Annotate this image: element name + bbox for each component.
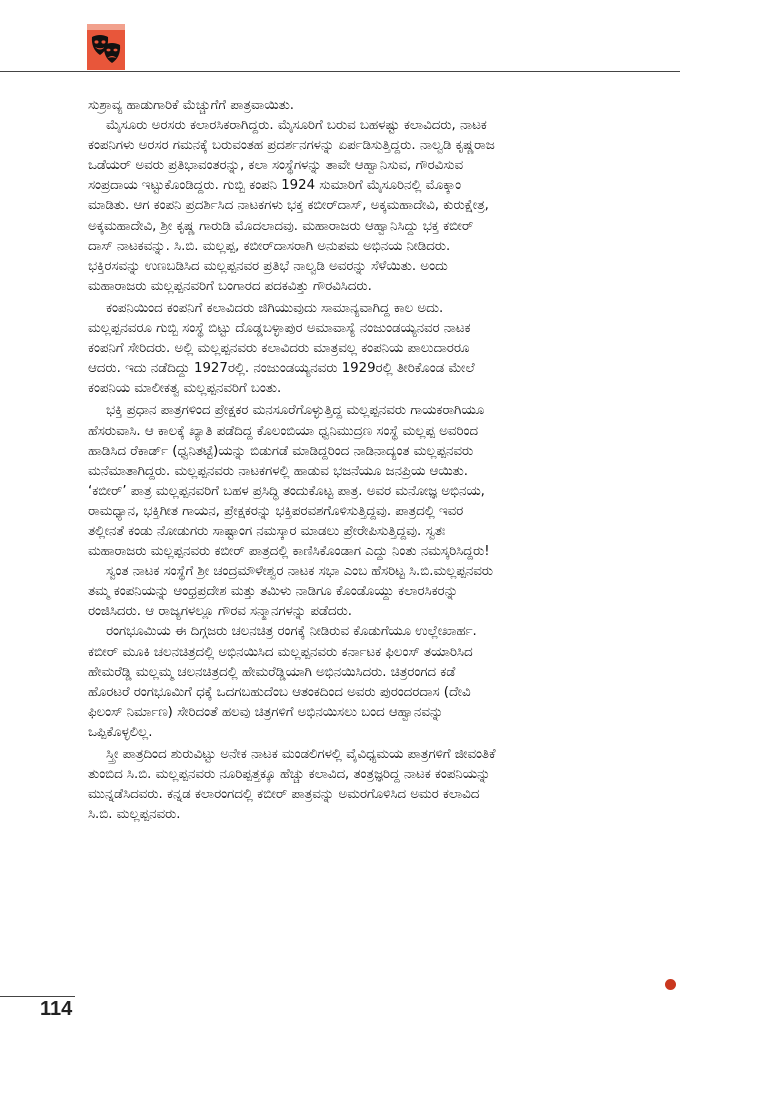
paragraph xyxy=(88,622,678,743)
text-line: ಕಬೀರ್ ಮೂಕಿ ಚಲನಚಿತ್ರದಲ್ಲಿ ಅಭಿನಯಿಸಿದ ಮಲ್ಲಪ್ಪನವರು ಕರ್ನಾಟಕ ಫಿಲಂಸ್ ತಯಾರಿಸಿದ xyxy=(88,644,473,660)
text-line: ಸಿ.ಬಿ. ಮಲ್ಲಪ್ಪನವರು. xyxy=(88,807,181,823)
end-bullet-icon xyxy=(665,979,676,990)
header-rule xyxy=(0,71,680,72)
paragraph xyxy=(88,562,678,622)
text-line: ಮಹಾರಾಜರು ಮಲ್ಲಪ್ಪನವರಿಗೆ ಬಂಗಾರದ ಪದಕವಿತ್ತು ಗೌರವಿಸಿದರು. xyxy=(88,278,372,294)
text-line: ಭಕ್ತಿರಸವನ್ನು ಉಣಬಡಿಸಿದ ಮಲ್ಲಪ್ಪನವರ ಪ್ರತಿಭೆ ನಾಲ್ವಡಿ ಅವರನ್ನು ಸೆಳೆಯಿತು. ಅಂದು xyxy=(88,258,448,274)
text-line: ಸುಶ್ರಾವ್ಯ ಹಾಡುಗಾರಿಕೆ ಮೆಚ್ಚುಗೆಗೆ ಪಾತ್ರವಾಯಿತು. xyxy=(88,98,295,113)
text-line: ರಾಮಧ್ಯಾನ, ಭಕ್ತಿಗೀತ ಗಾಯನ, ಪ್ರೇಕ್ಷಕರನ್ನು ಭಕ್ತಿಪರವಶಗೊಳಿಸುತ್ತಿದ್ದವು. ಪಾತ್ರದಲ್ಲಿ ಇವರ xyxy=(88,503,464,519)
text-line: ಸ್ತ್ರೀ ಪಾತ್ರದಿಂದ ಶುರುವಿಟ್ಟು ಅನೇಕ ನಾಟಕ ಮಂಡಲಿಗಳಲ್ಲಿ ವೈವಿಧ್ಯಮಯ ಪಾತ್ರಗಳಿಗೆ ಜೀವಂತಿಕೆ xyxy=(106,747,496,762)
text-line: ಕಂಪನಿಗೆ ಸೇರಿದರು. ಅಲ್ಲಿ ಮಲ್ಲಪ್ಪನವರು ಕಲಾವಿದರು ಮಾತ್ರವಲ್ಲ ಕಂಪನಿಯ ಪಾಲುದಾರರೂ xyxy=(88,341,470,357)
text-line: ಸ್ವಂತ ನಾಟಕ ಸಂಸ್ಥೆಗೆ ಶ್ರೀ ಚಂದ್ರಮೌಳೇಶ್ವರ ನಾಟಕ ಸಭಾ ಎಂಬ ಹೆಸರಿಟ್ಟ ಸಿ.ಬಿ.ಮಲ್ಲಪ್ಪನವರು xyxy=(106,564,494,580)
masks-drawing xyxy=(90,33,122,67)
text-line: ಆದರು. ಇದು ನಡೆದಿದ್ದು 1927ರಲ್ಲಿ. ನಂಜುಂಡಯ್ಯನವರು 1929ರಲ್ಲಿ ತೀರಿಕೊಂಡ ಮೇಲೆ xyxy=(88,361,475,377)
footer-rule xyxy=(0,996,75,997)
paragraph xyxy=(88,299,678,399)
theatre-masks-icon xyxy=(87,24,125,70)
text-line: ಹಾಡಿಸಿದ ರೆಕಾರ್ಡ್ (ಧ್ವನಿತಟ್ಟೆ)ಯನ್ನು ಬಿಡುಗಡೆ ಮಾಡಿದ್ದರಿಂದ ನಾಡಿನಾದ್ಯಂತ ಮಲ್ಲಪ್ಪನವರು xyxy=(88,443,474,459)
text-line: ದಾಸ್ ನಾಟಕವನ್ನು. ಸಿ.ಬಿ. ಮಲ್ಲಪ್ಪ, ಕಬೀರ್‌ದಾಸರಾಗಿ ಅನುಪಮ ಅಭಿನಯ ನೀಡಿದರು. xyxy=(88,238,451,254)
text-line: ಕಂಪನಿಗಳು ಅರಸರ ಗಮನಕ್ಕೆ ಬರುವಂತಹ ಪ್ರದರ್ಶನಗಳನ್ನು ಏರ್ಪಡಿಸುತ್ತಿದ್ದರು. ನಾಲ್ವಡಿ ಕೃಷ್ಣರಾಜ xyxy=(88,138,495,154)
text-line: ಹೆಸರುವಾಸಿ. ಆ ಕಾಲಕ್ಕೆ ಖ್ಯಾತಿ ಪಡೆದಿದ್ದ ಕೊಲಂಬಿಯಾ ಧ್ವನಿಮುದ್ರಣ ಸಂಸ್ಥೆ ಮಲ್ಲಪ್ಪ ಅವರಿಂದ xyxy=(88,423,478,439)
text-line: ಕಂಪನಿಯಿಂದ ಕಂಪನಿಗೆ ಕಲಾವಿದರು ಜಿಗಿಯುವುದು ಸಾಮಾನ್ಯವಾಗಿದ್ದ ಕಾಲ ಅದು. xyxy=(106,300,444,316)
paragraph xyxy=(88,96,678,116)
text-line: ‘ಕಬೀರ್’ ಪಾತ್ರ ಮಲ್ಲಪ್ಪನವರಿಗೆ ಬಹಳ ಪ್ರಸಿದ್ಧಿ ತಂದುಕೊಟ್ಟ ಪಾತ್ರ. ಅವರ ಮನೋಜ್ಞ ಅಭಿನಯ, xyxy=(88,483,485,499)
text-line: ಹೊರಟರೆ ರಂಗಭೂಮಿಗೆ ಧಕ್ಕೆ ಒದಗಬಹುದೆಂಬ ಆತಂಕದಿಂದ ಅವರು ಪುರಂದರದಾಸ (ದೇವಿ xyxy=(88,684,471,700)
paragraph xyxy=(88,401,678,562)
text-line: ರಂಜಿಸಿದರು. ಆ ರಾಜ್ಯಗಳಲ್ಲೂ ಗೌರವ ಸನ್ಮಾನಗಳನ್ನು ಪಡೆದರು. xyxy=(88,604,352,620)
text-line: ಮನೆಮಾತಾಗಿದ್ದರು. ಮಲ್ಲಪ್ಪನವರು ನಾಟಕಗಳಲ್ಲಿ ಹಾಡುವ ಭಜನೆಯೂ ಜನಪ್ರಿಯ ಆಯಿತು. xyxy=(88,463,468,479)
text-line: ಸಂಪ್ರದಾಯ ಇಟ್ಟುಕೊಂಡಿದ್ದರು. ಗುಬ್ಬಿ ಕಂಪನಿ 1924 ಸುಮಾರಿಗೆ ಮೈಸೂರಿನಲ್ಲಿ ಮೊಕ್ಕಾಂ xyxy=(88,178,462,194)
article-body xyxy=(88,96,678,825)
paragraph xyxy=(88,116,678,297)
text-line: ಒಡೆಯರ್ ಅವರು ಪ್ರತಿಭಾವಂತರನ್ನು, ಕಲಾ ಸಂಸ್ಥೆಗಳನ್ನು ತಾವೇ ಆಹ್ವಾನಿಸುವ, ಗೌರವಿಸುವ xyxy=(88,158,464,174)
text-line: ಮೈಸೂರು ಅರಸರು ಕಲಾರಸಿಕರಾಗಿದ್ದರು. ಮೈಸೂರಿಗೆ ಬರುವ ಬಹಳಷ್ಟು ಕಲಾವಿದರು, ನಾಟಕ xyxy=(106,118,487,134)
text-line: ಒಪ್ಪಿಕೊಳ್ಳಲಿಲ್ಲ. xyxy=(88,724,153,740)
text-line: ತಮ್ಮ ಕಂಪನಿಯನ್ನು ಆಂಧ್ರಪ್ರದೇಶ ಮತ್ತು ತಮಿಳು ನಾಡಿಗೂ ಕೊಂಡೊಯ್ದು ಕಲಾರಸಿಕರನ್ನು xyxy=(88,584,458,600)
text-line: ಫಿಲಂಸ್ ನಿರ್ಮಾಣ) ಸೇರಿದಂತೆ ಹಲವು ಚಿತ್ರಗಳಿಗೆ ಅಭಿನಯಿಸಲು ಬಂದ ಆಹ್ವಾನವನ್ನು xyxy=(88,704,444,720)
text-line: ಮಲ್ಲಪ್ಪನವರೂ ಗುಬ್ಬಿ ಸಂಸ್ಥೆ ಬಿಟ್ಟು ದೊಡ್ಡಬಳ್ಳಾಪುರ ಅಮಾವಾಸ್ಯೆ ನಂಜುಂಡಯ್ಯನವರ ನಾಟಕ xyxy=(88,321,471,337)
logo-band xyxy=(87,24,125,30)
text-line: ಹೇಮರೆಡ್ಡಿ ಮಲ್ಲಮ್ಮ ಚಲನಚಿತ್ರದಲ್ಲಿ ಹೇಮರೆಡ್ಡಿಯಾಗಿ ಅಭಿನಯಿಸಿದರು. ಚಿತ್ರರಂಗದ ಕಡೆ xyxy=(88,664,456,680)
text-line: ಕಂಪನಿಯ ಮಾಲೀಕತ್ವ ಮಲ್ಲಪ್ಪನವರಿಗೆ ಬಂತು. xyxy=(88,381,282,397)
text-line: ಅಕ್ಕಮಹಾದೇವಿ, ಶ್ರೀ ಕೃಷ್ಣ ಗಾರುಡಿ ಮೊದಲಾದವು. ಮಹಾರಾಜರು ಆಹ್ವಾನಿಸಿದ್ದು ಭಕ್ತ ಕಬೀರ್ xyxy=(88,218,474,234)
text-line: ತಲ್ಲೀನತೆ ಕಂಡು ನೋಡುಗರು ಸಾಷ್ಟಾಂಗ ನಮಸ್ಕಾರ ಮಾಡಲು ಪ್ರೇರೇಪಿಸುತ್ತಿದ್ದವು. ಸ್ವತಃ xyxy=(88,523,446,539)
text-line: ಭಕ್ತಿ ಪ್ರಧಾನ ಪಾತ್ರಗಳಿಂದ ಪ್ರೇಕ್ಷಕರ ಮನಸೂರೆಗೊಳ್ಳುತ್ತಿದ್ದ ಮಲ್ಲಪ್ಪನವರು ಗಾಯಕರಾಗಿಯೂ xyxy=(106,403,485,419)
text-line: ತುಂಬಿದ ಸಿ.ಬಿ. ಮಲ್ಲಪ್ಪನವರು ನೂರಿಪ್ಪತ್ತಕ್ಕೂ ಹೆಚ್ಚು ಕಲಾವಿದ, ತಂತ್ರಜ್ಞರಿದ್ದ ನಾಟಕ ಕಂಪನಿಯನ್ನು xyxy=(88,767,491,783)
paragraph xyxy=(88,745,678,825)
text-line: ಮಹಾರಾಜರು ಮಲ್ಲಪ್ಪನವರು ಕಬೀರ್ ಪಾತ್ರದಲ್ಲಿ ಕಾಣಿಸಿಕೊಂಡಾಗ ಎದ್ದು ನಿಂತು ನಮಸ್ಕರಿಸಿದ್ದರು! xyxy=(88,544,490,560)
page-number: 114 xyxy=(40,998,73,1020)
text-line: ರಂಗಭೂಮಿಯ ಈ ದಿಗ್ಗಜರು ಚಲನಚಿತ್ರ ರಂಗಕ್ಕೆ ನೀಡಿರುವ ಕೊಡುಗೆಯೂ ಉಲ್ಲೇಖಾರ್ಹ. xyxy=(106,624,477,640)
text-line: ಮುನ್ನಡೆಸಿದವರು. ಕನ್ನಡ ಕಲಾರಂಗದಲ್ಲಿ ಕಬೀರ್ ಪಾತ್ರವನ್ನು ಅಮರಗೊಳಿಸಿದ ಅಮರ ಕಲಾವಿದ xyxy=(88,787,480,803)
text-line: ಮಾಡಿತು. ಆಗ ಕಂಪನಿ ಪ್ರದರ್ಶಿಸಿದ ನಾಟಕಗಳು ಭಕ್ತ ಕಬೀರ್‌ದಾಸ್, ಅಕ್ಕಮಹಾದೇವಿ, ಕುರುಕ್ಷೇತ್ರ, xyxy=(88,198,489,214)
